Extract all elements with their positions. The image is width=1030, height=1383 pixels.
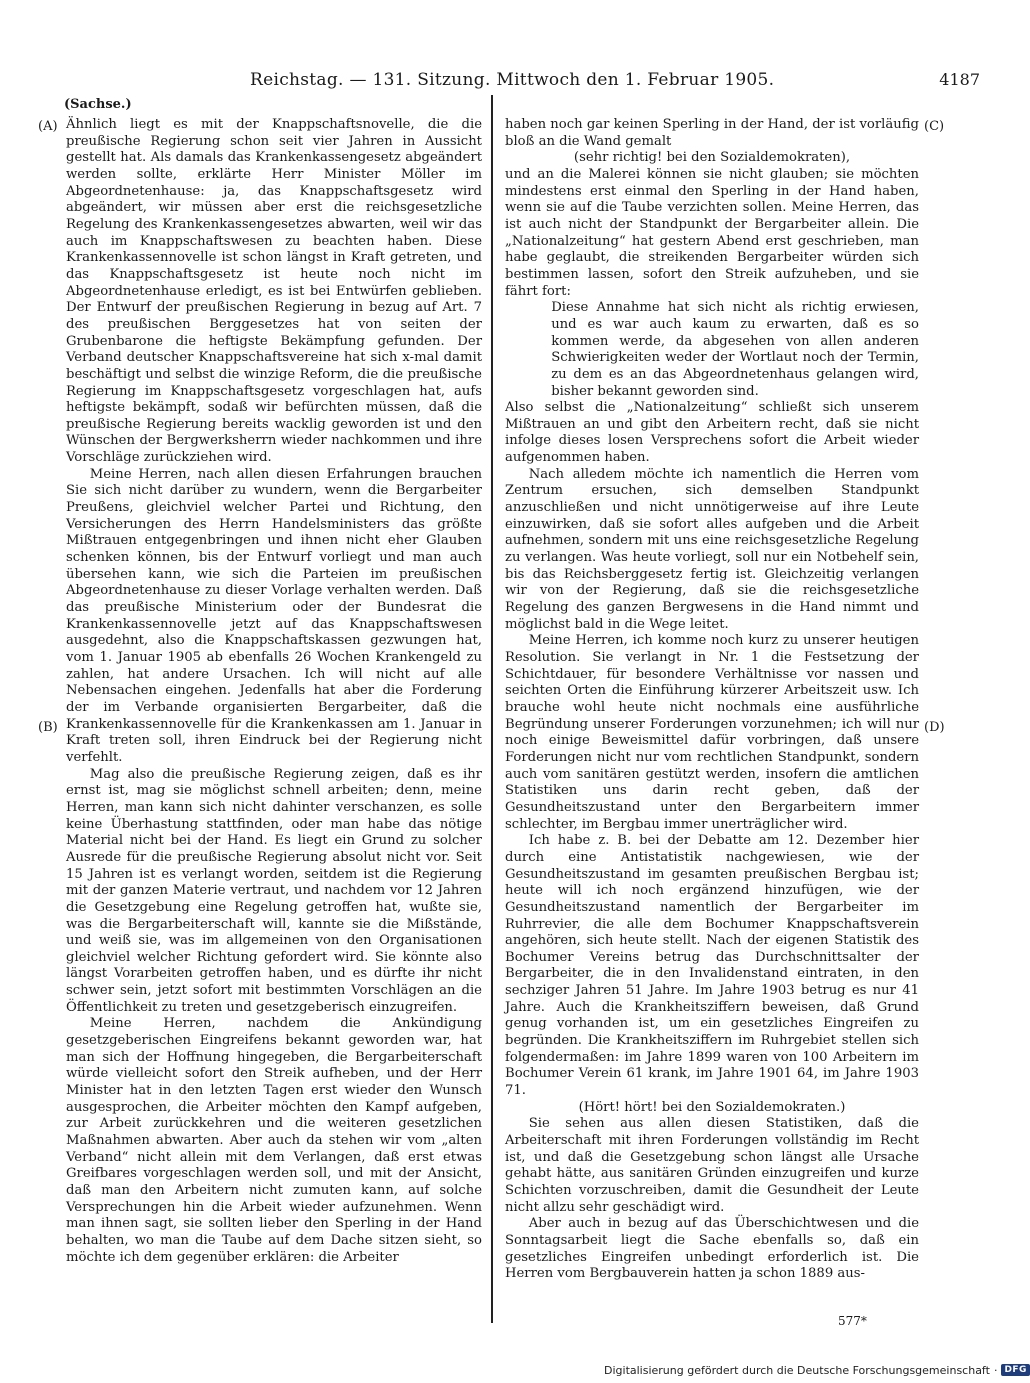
margin-marker-d: (D) [924,720,945,735]
page-number: 4187 [939,70,980,89]
quotation: Diese Annahme hat sich nicht als richtig erwiesen, und es war auch kaum zu erwarten, daß es so kommen werde, da abgesehen von allen anderen Schwierigkeiten weder der Wortlaut noch der Termin, zu dem es an das Abgeordnetenhaus gelangen wird, bisher bekannt geworden sind. [551,300,919,399]
page-title: Reichstag. — 131. Sitzung. Mittwoch den 1. Februar 1905. [250,70,775,90]
paragraph: Meine Herren, nachdem die Ankündigung gesetzgeberischen Eingreifens bekannt geworden war, hat man sich der Hoffnung hingegeben, die Bergarbeiterschaft würde vielleicht sofort den Streik aufheben, und der Herr Minister hat in den letzten Tagen erst wieder den Wunsch ausgesprochen, die Arbeiter möchten den Kampf aufgeben, zur Arbeit zurückkehren und die weiteren gesetzlichen Maßnahmen abwarten. Aber auch da stehen wir vom „alten Verband“ nicht allein mit dem Verlangen, daß erst etwas Greifbares vorgeschlagen werden soll, und mit der Ansicht, daß man den Arbeitern nicht zumuten kann, auf solche Versprechungen hin die Arbeit wieder aufzunehmen. Wenn man ihnen sagt, sie sollten lieber den Sperling in der Hand behalten, wo man die Taube auf dem Dache sitzen sieht, so möchte ich dem gegenüber erklären: die Arbeiter [66,1016,482,1265]
paragraph: Ähnlich liegt es mit der Knappschaftsnovelle, die die preußische Regierung schon seit vier Jahren in Aussicht gestellt hat. Als damals das Krankenkassengesetz abgeändert werden sollte, erklärte Herr Minister Möller im Abgeordnetenhause: ja, das Knappschaftsgesetz wird abgeändert, wir müssen aber erst die reichsgesetzliche Regelung des Krankenkassengesetzes abwarten, weil wir das auch im Knappschaftswesen zu beachten haben. Diese Krankenkassennovelle ist schon längst in Kraft getreten, und das Knappschaftsgesetz ist heute noch nicht im Abgeordnetenhause erledigt, es ist bei Entwürfen geblieben. Der Entwurf der preußischen Regierung in bezug auf Art. 7 des preußischen Berggesetzes hat von seiten der Grubenbarone die heftigste Bekämpfung gefunden. Der Verband deutscher Knappschaftsvereine hat sich x-mal damit beschäftigt und selbst die winzige Reform, die die preußische Regierung im Knappschaftsgesetz vorgeschlagen hat, aufs heftigste bekämpft, sodaß wir befürchten müssen, daß die preußische Regierung bereits wacklig geworden ist und den Wünschen der Bergwerksherrn wieder nachkommen und ihre Vorschläge zurückziehen wird. [66,117,482,466]
paragraph: Aber auch in bezug auf das Überschichtwesen und die Sonntagsarbeit liegt die Sache ebenfalls so, daß ein gesetzliches Eingreifen unbedingt erforderlich ist. Die Herren vom Bergbauverein hatten ja schon 1889 aus- [505,1216,919,1282]
page-header [0,70,1000,94]
paragraph: haben noch gar keinen Sperling in der Hand, der ist vorläufig bloß an die Wand gemalt [505,117,919,149]
paragraph: Meine Herren, nach allen diesen Erfahrungen brauchen Sie sich nicht darüber zu wundern, wenn die Bergarbeiter Preußens, gleichviel welcher Partei und Richtung, den Versicherungen des Herrn Handelsministers das größte Mißtrauen entgegenbringen und ihnen nicht eher Glauben schenken können, bis der Entwurf vorliegt und man auch übersehen kann, wie sich die Parteien im preußischen Abgeordnetenhause zu dieser Vorlage verhalten werden. Daß das preußische Ministerium oder der Bundesrat die Krankenkassennovelle jetzt auf das Knappschaftswesen ausgedehnt, also die Knappschaftskassen gezwungen hat, vom 1. Januar 1905 ab ebenfalls 26 Wochen Krankengeld zu zahlen, hat andere Ursachen. Ich will nicht auf alle Nebensachen eingehen. Jedenfalls hat aber die Forderung der im Verbande organisierten Bergarbeiter, daß die Krankenkassennovelle für die Krankenkassen am 1. Januar in Kraft treten soll, ihren Eindruck bei der Regierung nicht verfehlt. [66,466,482,765]
interjection: (sehr richtig! bei den Sozialdemokraten), [573,150,851,166]
separator-dot: · [993,1363,998,1377]
footer-text: Digitalisierung gefördert durch die Deutsche Forschungsgemeinschaft [604,1363,990,1377]
paragraph: Sie sehen aus allen diesen Statistiken, daß die Arbeiterschaft mit ihren Forderungen vollständig im Recht ist, und daß die Gesetzgebung schon längst alle Ursache gehabt hätte, aus sanitären Gründen einzugreifen und kurze Schichten vorzuschreiben, damit die Gesundheit der Leute nicht allzu sehr geschädigt wird. [505,1116,919,1215]
left-column [66,117,482,1266]
paragraph: Also selbst die „Nationalzeitung“ schließt sich unserem Mißtrauen an und gibt den Arbeitern recht, daß sie nicht infolge dieses losen Versprechens sofort die Arbeit wieder aufgenommen haben. [505,400,919,466]
dfg-logo-icon: DFG [1001,1364,1030,1376]
signature-mark: 577* [838,1314,867,1328]
interjection: (Hört! hört! bei den Sozialdemokraten.) [578,1099,846,1115]
right-column [505,117,919,1283]
margin-marker-c: (C) [924,119,945,134]
speaker-label: (Sachse.) [64,97,132,112]
paragraph: Meine Herren, ich komme noch kurz zu unserer heutigen Resolution. Sie verlangt in Nr. 1 die Festsetzung der Schichtdauer, für besondere Verhältnisse vor nassen und seichten Orten die Einführung kürzerer Arbeitszeit usw. Ich brauche wohl heute nicht nochmals eine ausführliche Begründung unserer Forderungen vorzunehmen; ich will nur noch einige Beweismittel dafür vorbringen, daß unsere Forderungen nicht nur vom rechtlichen Standpunkt, sondern auch vom sanitären gestützt werden, insofern die amtlichen Statistiken uns darin recht geben, daß der Gesundheitszustand unter den Bergarbeitern immer schlechter, im Bergbau immer unerträglicher wird. [505,633,919,832]
margin-marker-a: (A) [38,119,58,134]
paragraph: Ich habe z. B. bei der Debatte am 12. Dezember hier durch eine Antistatistik nachgewiesen, wie der Gesundheitszustand im gesamten preußischen Bergbau ist; heute will ich noch ergänzend hinzufügen, wie der Gesundheitszustand namentlich der Bergarbeiter im Ruhrrevier, die alle dem Bochumer Knappschaftsverein angehören, sich heute stellt. Nach der eigenen Statistik des Bochumer Vereins betrug das Durchschnittsalter der Bergarbeiter, die in den Invalidenstand eintraten, in den sechziger Jahren 51 Jahre. Im Jahre 1903 betrug es nur 41 Jahre. Auch die Krankheitsziffern beweisen, daß Grund genug vorhanden ist, um ein gesetzliches Eingreifen zu begründen. Die Krankheitsziffern im Ruhrgebiet stellen sich folgendermaßen: im Jahre 1899 waren von 100 Arbeitern im Bochumer Verein 61 krank, im Jahre 1901 64, im Jahre 1903 71. [505,833,919,1099]
paragraph: Nach alledem möchte ich namentlich die Herren vom Zentrum ersuchen, sich demselben Standpunkt anzuschließen und nicht unnötigerweise auf ihre Leute einzuwirken, daß sie sofort alles aufgeben und die Arbeit aufnehmen, sondern mit uns eine reichsgesetzliche Regelung zu verlangen. Was heute vorliegt, soll nur ein Notbehelf sein, bis das Reichsberggesetz fertig ist. Gleichzeitig verlangen wir von der Regierung, daß sie die reichsgesetzliche Regelung des ganzen Bergwesens in die Hand nimmt und möglichst bald in die Wege leitet. [505,466,919,632]
margin-marker-b: (B) [38,720,58,735]
paragraph: und an die Malerei können sie nicht glauben; sie möchten mindestens erst einmal den Sperling in der Hand haben, wenn sie auf die Taube verzichten sollen. Meine Herren, das ist auch nicht der Standpunkt der Bergarbeiter allein. Die „Nationalzeitung“ hat gestern Abend erst geschrieben, man habe geglaubt, die streikenden Bergarbeiter würden sich bestimmen lassen, sofort den Streik aufzuheben, und sie fährt fort: [505,166,919,299]
footer [604,1361,1030,1379]
column-divider [491,95,493,1323]
paragraph: Mag also die preußische Regierung zeigen, daß es ihr ernst ist, mag sie möglichst schnell arbeiten; denn, meine Herren, man kann sich nicht dahinter verschanzen, es solle keine Überhastung stattfinden, oder man habe das nötige Material nicht bei der Hand. Es liegt ein Grund zu solcher Ausrede für die preußische Regierung absolut nicht vor. Seit 15 Jahren ist es verlangt worden, seitdem ist die Regierung mit der ganzen Materie vertraut, und nachdem vor 12 Jahren die Gesetzgebung eine Regelung getroffen hat, wußte sie, was die Bergarbeiterschaft will, kannte sie die Mißstände, und weiß sie, was im allgemeinen von den Organisationen gleichviel welcher Richtung gefordert wird. Sie könnte also längst Vorarbeiten getroffen haben, und es dürfte ihr nicht schwer sein, jetzt sofort mit bestimmten Vorschlägen an die Öffentlichkeit zu treten und gesetzgeberisch einzugreifen. [66,766,482,1015]
